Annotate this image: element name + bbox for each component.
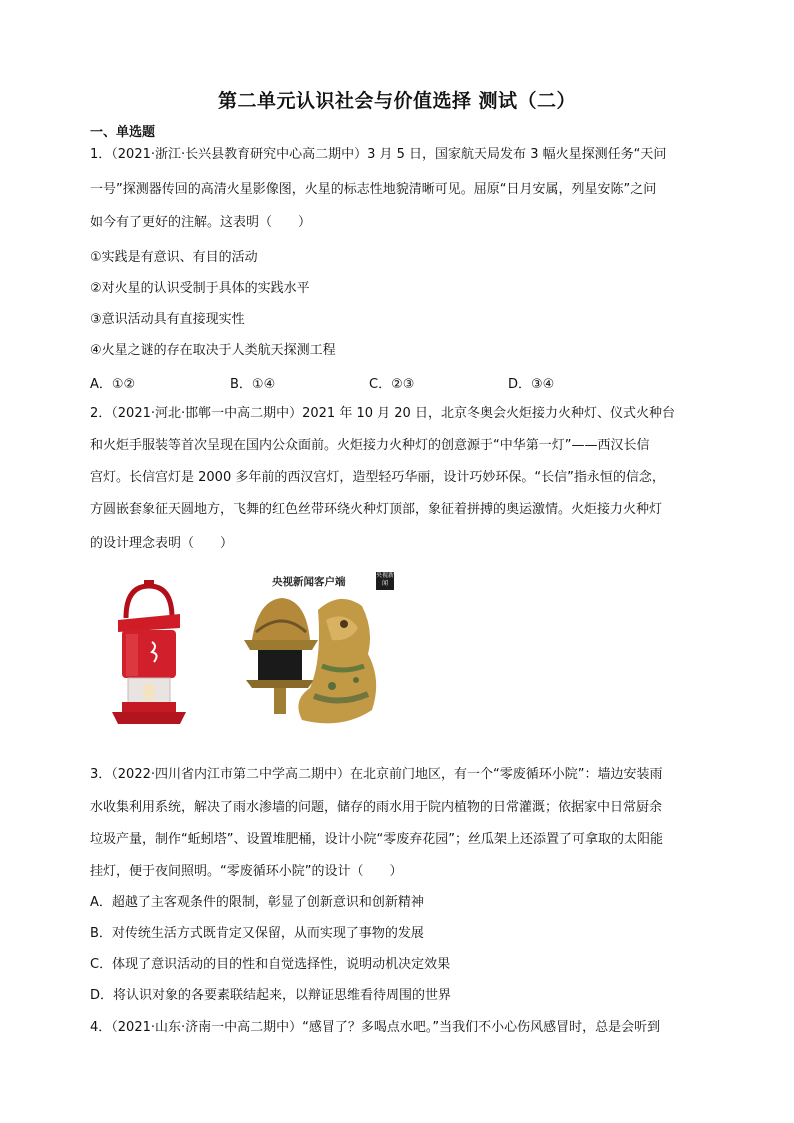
changxin-palace-lamp-image	[222, 570, 394, 738]
q3-line: 挂灯，便于夜间照明。“零废循环小院”的设计（ ）	[90, 864, 403, 879]
q3-option-a[interactable]: A．超越了主客观条件的限制，彰显了创新意识和创新精神	[90, 895, 424, 910]
q3-option-d[interactable]: D．将认识对象的各要素联结起来，以辩证思维看待周围的世界	[90, 988, 452, 1003]
q3-line: 水收集利用系统，解决了雨水渗墙的问题，储存的雨水用于院内植物的日常灌溉；依据家中日常厨余	[90, 800, 663, 815]
q3-line: 垃圾产量，制作“蚯蚓塔”、设置堆肥桶，设计小院“零废弃花园”；丝瓜架上还添置了可拿取的太阳能	[90, 832, 663, 847]
q2-line: 宫灯。长信宫灯是 2000 多年前的西汉宫灯，造型轻巧华丽，设计巧妙环保。“长信”指永恒的信念，	[90, 470, 665, 485]
q2-line: 的设计理念表明（ ）	[90, 536, 234, 551]
torch-lantern-image	[108, 578, 190, 730]
section-heading: 一、单选题	[90, 125, 156, 140]
q1-option-b[interactable]: B．①④	[230, 377, 276, 392]
q1-option-c[interactable]: C．②③	[369, 377, 415, 392]
q1-statement: ②对火星的认识受制于具体的实践水平	[90, 281, 310, 296]
q2-line: 2．（2021·河北·邯郸一中高二期中）2021 年 10 月 20 日，北京冬奥会火炬接力火种灯、仪式火种台	[90, 406, 675, 421]
q1-statement: ①实践是有意识、有目的活动	[90, 250, 258, 265]
q1-option-d[interactable]: D．③④	[508, 377, 555, 392]
q1-statement: ④火星之谜的存在取决于人类航天探测工程	[90, 343, 336, 358]
q1-option-a[interactable]: A．①②	[90, 377, 136, 392]
cctv-news-logo: 央视新闻	[376, 572, 394, 590]
q1-line: 一号”探测器传回的高清火星影像图，火星的标志性地貌清晰可见。屈原“日月安属，列星安陈”之问	[90, 182, 657, 197]
q2-line: 和火炬手服装等首次呈现在国内公众面前。火炬接力火种灯的创意源于“中华第一灯”——西汉长信	[90, 438, 650, 453]
q4-line: 4．（2021·山东·济南一中高二期中）“感冒了？多喝点水吧。”当我们不小心伤风感冒时，总是会听到	[90, 1020, 661, 1035]
q1-options	[90, 373, 710, 391]
q3-line: 3．（2022·四川省内江市第二中学高二期中）在北京前门地区，有一个“零废循环小院”：墙边安装雨	[90, 767, 663, 782]
page-title: 第二单元认识社会与价值选择 测试（二）	[217, 90, 577, 112]
q2-line: 方圆嵌套象征天圆地方，飞舞的红色丝带环绕火种灯顶部，象征着拼搏的奥运激情。火炬接力火种灯	[90, 502, 663, 517]
q1-statement: ③意识活动具有直接现实性	[90, 312, 245, 327]
q3-option-c[interactable]: C．体现了意识活动的目的性和自觉选择性，说明动机决定效果	[90, 957, 451, 972]
image-caption: 央视新闻客户端	[272, 576, 346, 588]
q1-line: 如今有了更好的注解。这表明（ ）	[90, 215, 312, 230]
q1-line: 1．（2021·浙江·长兴县教育研究中心高二期中）3 月 5 日，国家航天局发布 3 幅火星探测任务“天问	[90, 147, 667, 162]
q3-option-b[interactable]: B．对传统生活方式既肯定又保留，从而实现了事物的发展	[90, 926, 424, 941]
